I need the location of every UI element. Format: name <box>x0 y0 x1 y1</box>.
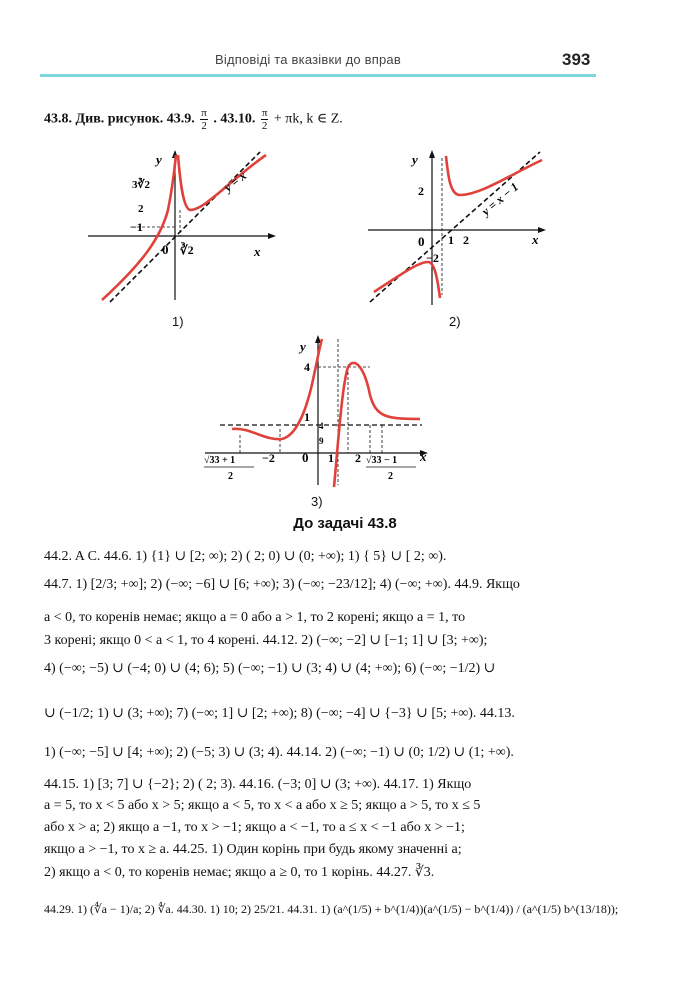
answer-line: 1) (−∞; −5] ∪ [4; +∞); 2) (−5; 3) ∪ (3; 4). 44.14. 2) (−∞; −1) ∪ (0; 1/2) ∪ (1; +∞). <box>44 745 514 760</box>
asymptote-label: y = x <box>221 168 249 195</box>
tick-label: 2 <box>463 233 469 247</box>
tick-label: 2 <box>228 471 233 482</box>
tick-label: 4 <box>304 360 310 374</box>
answer-line: a = 5, то x < 5 або x > 5; якщо a < 5, то x < a або x ≥ 5; якщо a > 5, то x ≤ 5 <box>44 798 481 813</box>
x-axis-label: x <box>254 244 261 259</box>
figure-label: 2) <box>449 314 461 329</box>
graph-2 <box>360 150 560 310</box>
y-axis-label: y <box>156 152 162 167</box>
y-axis-label: y <box>412 152 418 167</box>
answer-line: 4) (−∞; −5) ∪ (−4; 0) ∪ (4; 6); 5) (−∞; −1) ∪ (3; 4) ∪ (4; +∞); 6) (−∞; −1/2) ∪ <box>44 661 496 676</box>
asymptote-label: y = x − 1 <box>478 179 522 219</box>
tick-label: 3∛2 <box>132 179 151 191</box>
tick-label: 1 <box>304 410 310 424</box>
tick-label: 9 <box>319 436 324 446</box>
x-axis-label: x <box>420 449 427 464</box>
answer-line: ∪ (−1/2; 1) ∪ (3; +∞); 7) (−∞; 1] ∪ [2; +∞); 8) (−∞; −4] ∪ {−3} ∪ [5; +∞). 44.13. <box>44 706 515 721</box>
answer-line: 44.2. A C. 44.6. 1) {1} ∪ [2; ∞); 2) ( 2; 0) ∪ (0; +∞); 1) { 5} ∪ [ 2; ∞). <box>44 549 447 564</box>
x-axis-label: x <box>532 232 539 247</box>
running-title: Відповіді та вказівки до вправ <box>215 52 401 67</box>
curve-left-branch <box>232 339 322 439</box>
header-rule <box>40 74 596 77</box>
answer-line: 44.15. 1) [3; 7] ∪ {−2}; 2) ( 2; 3). 44.16. (−3; 0] ∪ (3; +∞). 44.17. 1) Якщо <box>44 777 472 792</box>
figure-caption: До задачі 43.8 <box>293 515 397 532</box>
tick-label: ∛2 <box>180 243 194 257</box>
answer-line: або x > a; 2) якщо a −1, то x > −1; якщо a < −1, то a ≤ x < −1 або x > −1; <box>44 820 465 835</box>
graph-1 <box>80 150 280 310</box>
y-axis-label: y <box>300 339 306 354</box>
answer-line-top <box>44 107 343 132</box>
fraction: $\frac{\pi}{2}$ <box>261 107 268 132</box>
fraction: $\frac{\pi}{2}$ <box>201 107 207 132</box>
tick-label: 1 <box>448 233 454 247</box>
tick-label: −1 <box>130 220 143 234</box>
answer-number: 43.9. <box>166 111 195 127</box>
answer-text: + πk, k ∈ Z. <box>273 111 343 127</box>
answer-line: 44.7. 1) [2/3; +∞]; 2) (−∞; −6] ∪ [6; +∞); 3) (−∞; −23/12]; 4) (−∞; +∞). 44.9. Якщо <box>44 577 520 592</box>
origin-label: 0 <box>162 242 169 257</box>
answer-line: 3 корені; якщо 0 < a < 1, то 4 корені. 44.12. 2) (−∞; −2] ∪ [−1; 1] ∪ [3; +∞); <box>44 633 488 648</box>
answer-text: Див. рисунок. <box>75 111 164 127</box>
answer-line: 44.29. 1) (∜a − 1)/a; 2) ∜a. 44.30. 1) 10; 2) 25/21. 44.31. 1) (a^(1/5) + b^(1/4))(a^(1/5) − b^(1/4)) / (a^(1/5) b^(13/18)); <box>44 902 619 916</box>
tick-label: 1 <box>328 451 334 465</box>
answer-line: 2) якщо a < 0, то коренів немає; якщо a ≥ 0, то 1 корінь. 44.27. ∛3. <box>44 865 435 880</box>
graph-3 <box>200 335 440 490</box>
tick-label: 2 <box>355 451 361 465</box>
answer-line: якщо a > −1, то x ≥ a. 44.25. 1) Один корінь при будь якому значенні a; <box>44 842 462 857</box>
answer-number: 43.8. <box>44 111 72 127</box>
figure-label: 3) <box>311 494 323 509</box>
tick-label: √33 + 1 <box>204 455 236 466</box>
answer-line: a < 0, то коренів немає; якщо a = 0 або a > 1, то 2 корені; якщо a = 1, то <box>44 610 466 625</box>
page-number: 393 <box>562 50 591 69</box>
tick-label: −2 <box>426 251 439 265</box>
tick-label: 4 <box>319 421 324 431</box>
tick-label: 2 <box>418 184 424 198</box>
origin-label: 0 <box>418 234 425 249</box>
curve-right-branch <box>446 156 542 195</box>
curve-left-branch <box>374 262 440 298</box>
tick-label: −2 <box>262 451 275 465</box>
origin-label: 0 <box>302 450 309 465</box>
answer-number: . 43.10. <box>213 111 256 127</box>
figure-label: 1) <box>172 314 184 329</box>
tick-label: 2 <box>138 203 144 215</box>
tick-label: √33 − 1 <box>366 455 398 466</box>
tick-label: 2 <box>388 471 393 482</box>
